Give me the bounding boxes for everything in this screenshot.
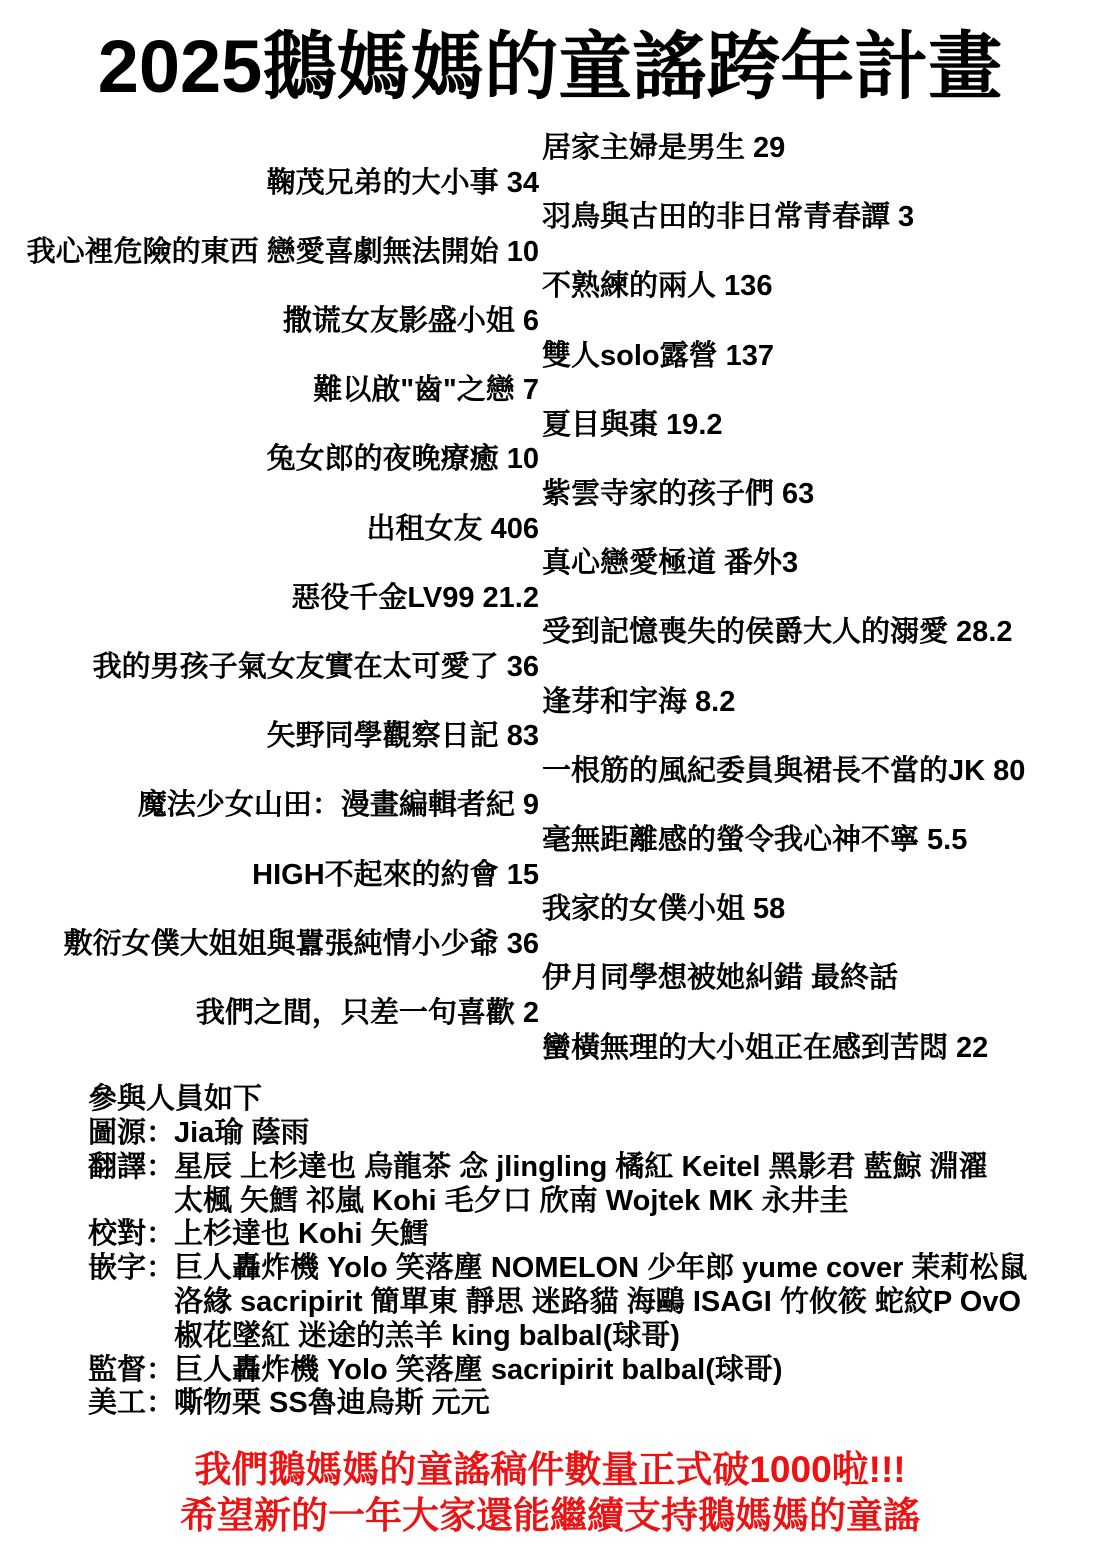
series-item: 我的男孩子氣女友實在太可愛了 36: [92, 651, 539, 683]
footer-line: 我們鵝媽媽的童謠稿件數量正式破1000啦!!!: [194, 1449, 906, 1491]
credit-names: [174, 1218, 1100, 1252]
credit-role-label: 嵌字：: [88, 1252, 176, 1285]
series-item: 雙人solo露營 137: [542, 339, 775, 372]
credit-names-line: 巨人轟炸機 Yolo 笑落塵 sacripirit balbal(球哥): [174, 1353, 783, 1386]
series-item: 不熟練的兩人 136: [542, 270, 773, 303]
series-item: 矢野同學觀察日記 83: [266, 720, 539, 753]
series-item: 蠻橫無理的大小姐正在感到苦悶 22: [542, 1031, 989, 1064]
credit-row: [88, 1117, 1100, 1151]
credits-entries: [88, 1117, 1100, 1421]
credit-row: [88, 1354, 1100, 1388]
series-item: 兔女郎的夜晚療癒 10: [266, 443, 539, 476]
series-item: 我心裡危險的東西 戀愛喜劇無法開始 10: [26, 235, 539, 268]
page-title: 2025鵝媽媽的童謠跨年計畫: [97, 25, 1003, 108]
series-item: 毫無距離感的螢令我心神不寧 5.5: [542, 823, 968, 856]
credit-names-line: 洛緣 sacripirit 簡單東 靜思 迷路貓 海鷗 ISAGI 竹攸筱 蛇紋P OvO: [174, 1285, 1022, 1318]
credit-names-line: 上杉達也 Kohi 矢鱈: [174, 1218, 429, 1251]
credit-names: [174, 1387, 1100, 1421]
credit-role-label: 監督：: [88, 1353, 176, 1386]
credit-names-line: 椒花墜紅 迷途的羔羊 king balbal(球哥): [174, 1319, 680, 1352]
credit-role-label: 美工：: [88, 1387, 176, 1420]
series-item: 撒谎女友影盛小姐 6: [282, 305, 539, 338]
series-item: 真心戀愛極道 番外3: [542, 547, 799, 580]
credit-names-line: 太楓 矢鱈 祁嵐 Kohi 毛夕口 欣南 Wojtek MK 永井圭: [174, 1184, 849, 1217]
series-item: 惡役千金LV99 21.2: [291, 581, 539, 614]
credit-names: [174, 1117, 1100, 1151]
series-item: 逢芽和宇海 8.2: [542, 685, 736, 718]
credit-names-line: 嘶物栗 SS魯迪烏斯 元元: [174, 1387, 490, 1420]
credit-role-label: 圖源：: [88, 1116, 176, 1149]
series-item: 出租女友 406: [366, 512, 539, 545]
credit-names: [174, 1151, 1100, 1219]
credit-row: [88, 1387, 1100, 1421]
credit-row: [88, 1252, 1100, 1353]
credit-names-line: 巨人轟炸機 Yolo 笑落塵 NOMELON 少年郎 yume cover 茉莉松鼠: [174, 1252, 1028, 1285]
series-item: 難以啟"齒"之戀 7: [313, 374, 539, 407]
credit-row: [88, 1218, 1100, 1252]
series-item: 敷衍女僕大姐姐與囂張純情小少爺 36: [63, 927, 539, 960]
series-item: 我家的女僕小姐 58: [542, 893, 786, 926]
series-item: 夏目與棗 19.2: [542, 408, 723, 441]
series-item: 魔法少女山田：漫畫編輯者紀 9: [137, 789, 539, 822]
credit-role-label: 校對：: [88, 1218, 176, 1251]
series-item: 羽鳥與古田的非日常青春譚 3: [542, 201, 915, 234]
credits-header: 參與人員如下: [88, 1083, 263, 1116]
credit-row: [88, 1151, 1100, 1219]
series-item: HIGH不起來的約會 15: [252, 858, 539, 891]
credit-role-label: 翻譯：: [88, 1150, 176, 1183]
credit-names-line: 星辰 上杉達也 烏龍茶 念 jlingling 橘紅 Keitel 黑影君 藍鯨 淵濯: [174, 1150, 988, 1183]
credit-names: [174, 1354, 1100, 1388]
credit-names: [174, 1252, 1100, 1353]
series-item: 伊月同學想被她糾錯 最終話: [542, 962, 899, 995]
series-item: 受到記憶喪失的侯爵大人的溺愛 28.2: [542, 616, 1013, 649]
series-item: 一根筋的風紀委員與裙長不當的JK 80: [542, 754, 1026, 787]
series-item: 我們之間，只差一句喜歡 2: [195, 996, 539, 1029]
series-item: 居家主婦是男生 29: [542, 132, 786, 165]
series-list: [0, 131, 1100, 1065]
series-item: 紫雲寺家的孩子們 63: [542, 478, 815, 511]
credit-names-line: Jia瑜 蔭雨: [174, 1116, 310, 1149]
series-item: 鞠茂兄弟的大小事 34: [266, 166, 539, 199]
credits-section: [88, 1083, 1100, 1421]
footer-line: 希望新的一年大家還能繼續支持鵝媽媽的童謠: [180, 1494, 920, 1536]
footer-announcement: [0, 1447, 1100, 1538]
